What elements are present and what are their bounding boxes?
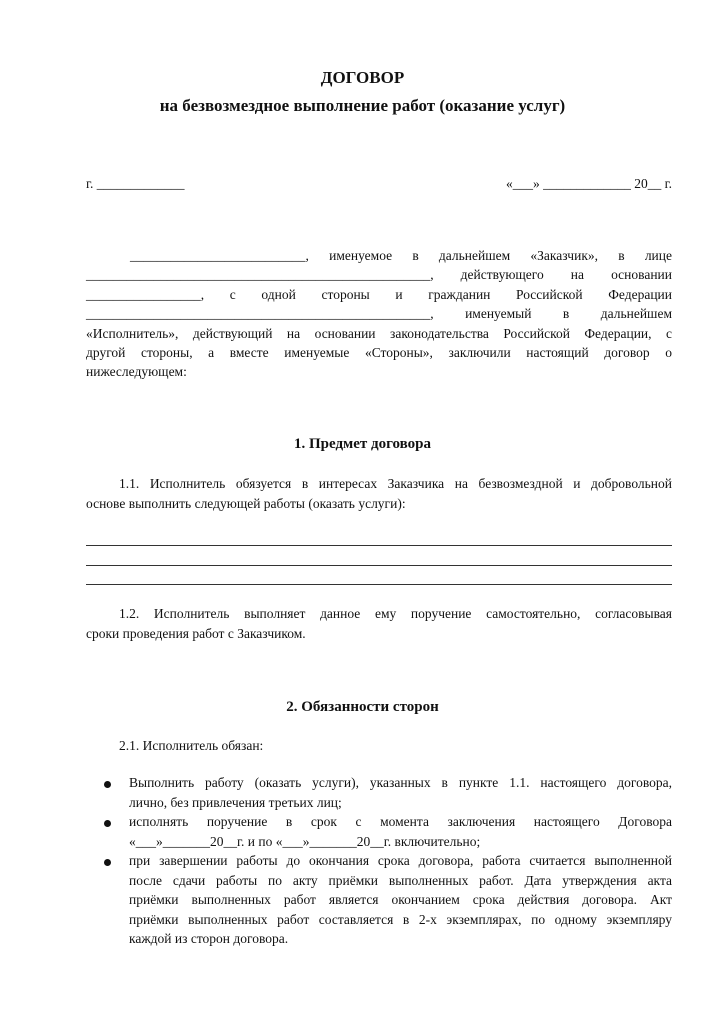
bullet-2-line: исполнять поручение в срок с момента заключения настоящего Договора — [129, 814, 672, 829]
blank-line — [86, 565, 672, 566]
date-field: «___» _____________ 20__ г. — [505, 176, 672, 191]
bullet-3-last-line: каждой из сторон договора. — [129, 931, 289, 946]
bullet-3-line: приёмки выполненных работ составляется в 2-х экземплярах, по одному экземпляру — [129, 912, 672, 927]
bullet-3-line: приёмки выполненных работ является окончанием срока действия договора. Акт — [129, 892, 672, 907]
preamble-line: _________________, с одной стороны и гражданин Российской Федерации — [86, 287, 672, 302]
bullet-1-line: Выполнить работу (оказать услуги), указанных в пункте 1.1. настоящего договора, — [129, 775, 672, 790]
bullet-3-line: после сдачи работы по акту приёмки выполненных работ. Дата утверждения акта — [129, 873, 672, 888]
document-title: ДОГОВОР — [320, 68, 405, 87]
bullet-1-last-line: лично, без привлечения третьих лиц; — [129, 795, 342, 810]
document-subtitle: на безвозмездное выполнение работ (оказание услуг) — [159, 96, 566, 115]
clause-1-2-last-line: сроки проведения работ с Заказчиком. — [86, 626, 306, 641]
clause-2-1-intro: 2.1. Исполнитель обязан: — [119, 738, 264, 753]
clause-1-1-last-line: основе выполнить следующей работы (оказать услуги): — [86, 496, 406, 511]
preamble-last-line: нижеследующем: — [86, 364, 187, 379]
bullet-icon — [104, 859, 111, 866]
bullet-icon — [104, 781, 111, 788]
blank-line — [86, 584, 672, 585]
city-field: г. _____________ — [86, 176, 185, 191]
blank-line — [86, 545, 672, 546]
bullet-3-line: при завершении работы до окончания срока договора, работа считается выполненной — [129, 853, 672, 868]
clause-1-2-line: 1.2. Исполнитель выполняет данное ему поручение самостоятельно, согласовывая — [119, 606, 672, 621]
bullet-2-last-line: «___»_______20__г. и по «___»_______20__г. включительно; — [129, 834, 481, 849]
preamble-line: другой стороны, а вместе именуемые «Стороны», заключили настоящий договор о — [86, 345, 672, 360]
section-2-heading: 2. Обязанности сторон — [286, 699, 439, 715]
preamble-line: __________________________, именуемое в дальнейшем «Заказчик», в лице — [130, 248, 672, 263]
preamble-line: ___________________________________________________, действующего на основании — [86, 267, 672, 282]
bullet-icon — [104, 820, 111, 827]
section-1-heading: 1. Предмет договора — [293, 436, 432, 452]
clause-1-1-line: 1.1. Исполнитель обязуется в интересах Заказчика на безвозмездной и добровольной — [119, 476, 672, 491]
preamble-line: «Исполнитель», действующий на основании законодательства Российской Федерации, с — [86, 326, 672, 341]
preamble-line: ___________________________________________________, именуемый в дальнейшем — [86, 306, 672, 321]
